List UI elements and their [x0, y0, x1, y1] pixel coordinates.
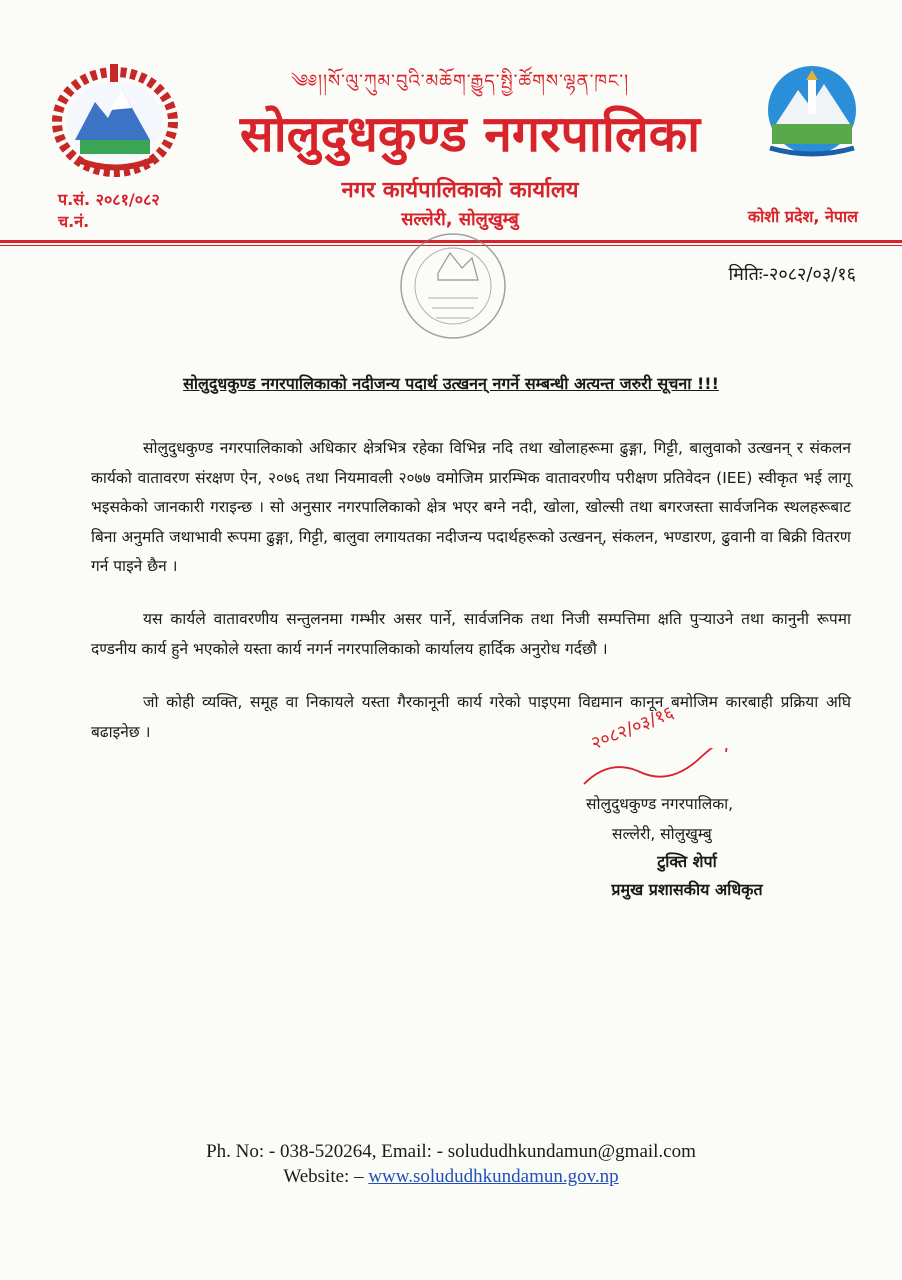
- signatory-title: प्रमुख प्रशासकीय अधिकृत: [611, 880, 763, 899]
- signatory-name: टुक्ति शेर्पा: [657, 852, 717, 871]
- signatory-address: सल्लेरी, सोलुखुम्बु: [612, 825, 712, 843]
- footer-contact: Ph. No: - 038-520264, Email: - solududhkundamun@gmail.com: [206, 1141, 696, 1162]
- office-name: नगर कार्यपालिकाको कार्यालय: [341, 178, 579, 203]
- body-paragraph-2: यस कार्यले वातावरणीय सन्तुलनमा गम्भीर असर पार्ने, सार्वजनिक तथा निजी सम्पत्तिमा क्षति पुऱ्याउने तथा कानुनी रूपमा दण्डनीय कार्य हुने भएकोले यस्ता कार्य नगर्न नगरपालिकाको कार्यालय हार्दिक अनुरोध गर्दछौ ।: [91, 610, 851, 658]
- notice-subject: सोलुदुधकुण्ड नगरपालिकाको नदीजन्य पदार्थ उत्खनन् नगर्ने सम्बन्धी अत्यन्त जरुरी सूचना !!!: [183, 374, 719, 393]
- body-paragraph-1: सोलुदुधकुण्ड नगरपालिकाको अधिकार क्षेत्रभित्र रहेका विभिन्न नदि तथा खोलाहरूमा ढुङ्गा, गिट्टी, बालुवाको उत्खनन् र संकलन कार्यको वातावरण संरक्षण ऐन, २०७६ तथा नियमावली २०७७ वमोजिम प्रारम्भिक वातावरणीय परीक्षण प्रतिवेदन (IEE) स्वीकृत भई लागू भइसकेको जानकारी गराइन्छ । सो अनुसार नगरपालिकाको क्षेत्र भएर बग्ने नदी, खोला, खोल्सी तथा बगरजस्ता सार्वजनिक स्थलहरूबाट बिना अनुमति जथाभावी रूपमा ढुङ्गा, गिट्टी, बालुवा लगायतका नदीजन्य पदार्थहरूको उत्खनन्, संकलन, भण्डारण, ढुवानी वा बिक्री वितरण गर्न पाइने छैन ।: [91, 439, 851, 575]
- official-stamp: [388, 228, 518, 348]
- handwritten-signature-date: २०८२/०३/१६: [588, 702, 677, 755]
- letter-date: मितिः-२०८२/०३/१६: [728, 264, 856, 285]
- dispatch-number: च.नं.: [58, 212, 90, 231]
- municipality-name: सोलुदुधकुण्ड नगरपालिका: [239, 105, 701, 163]
- body-paragraph-3: जो कोही व्यक्ति, समूह वा निकायले यस्ता गैरकानूनी कार्य गरेको पाइएमा विद्यमान कानून बमोजिम कारबाही प्रक्रिया अघि बढाइनेछ ।: [91, 693, 851, 741]
- footer-website: [0, 1166, 902, 1188]
- tibetan-header-line: ༄༅།།སོ་ལུ་ཀུམ་བུའི་མཆོག་རྒྱུད་སྤྱི་ཚོགས་ལྷན་ཁང་།: [290, 71, 630, 92]
- nepal-emblem-logo: [50, 60, 180, 180]
- signature-scribble: [580, 748, 730, 788]
- signatory-organization: सोलुदुधकुण्ड नगरपालिका,: [586, 795, 734, 813]
- office-address: सल्लेरी, सोलुखुम्बु: [401, 209, 519, 230]
- website-link[interactable]: www.solududhkundamun.gov.np: [368, 1166, 619, 1187]
- website-label: Website: –: [283, 1166, 369, 1187]
- province-label: कोशी प्रदेश, नेपाल: [747, 207, 858, 226]
- reference-number: प.सं. २०८१/०८२: [58, 190, 160, 209]
- municipality-logo: [762, 62, 862, 162]
